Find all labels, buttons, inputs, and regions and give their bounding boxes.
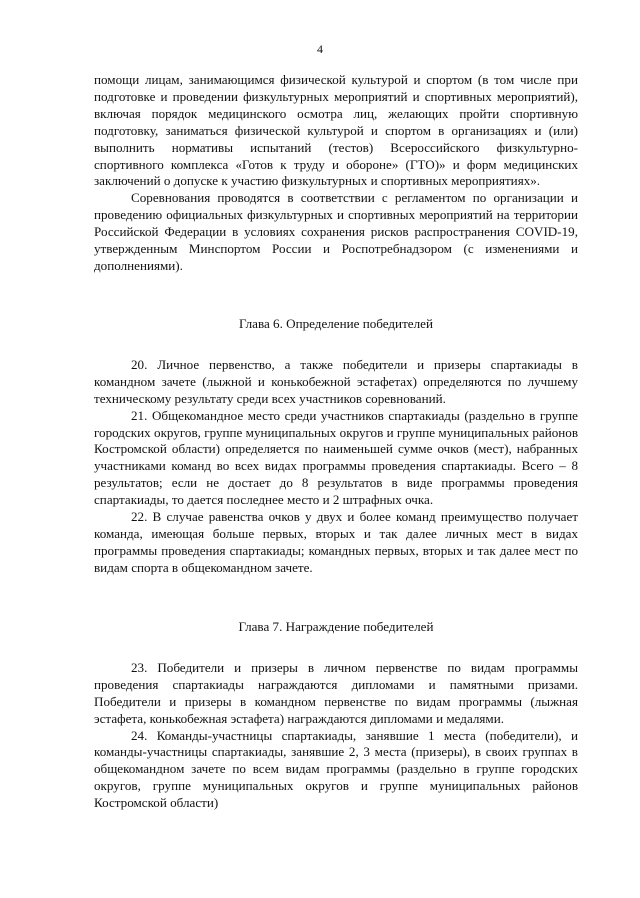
chapter-6 <box>94 316 578 577</box>
page-number: 4 <box>317 42 323 56</box>
paragraph-continued: помощи лицам, занимающимся физической культурой и спортом (в том числе при подготовке и проведении физкультурных мероприятий и спортивных мероприятий), включая порядок медицинского осмотра лиц, желающих пройти спортивную подготовку, заниматься физической культурой и спортом в организациях и (или) выполнить нормативы испытаний (тестов) Всероссийского физкультурно-спортивного комплекса «Готов к труду и обороне» (ГТО)» и форм медицинских заключений о допуске к участию физкультурных и спортивных мероприятиях». <box>94 72 578 189</box>
paragraph-regulations: Соревнования проводятся в соответствии с регламентом по организации и проведению официальных физкультурных и спортивных мероприятий на территории Российской Федерации в условиях сохранения рисков распространения COVID-19, утвержденным Минспортом России и Роспотребнадзором (с изменениями и дополнениями). <box>94 190 578 273</box>
section-continuation <box>94 72 578 275</box>
chapter-7-title: Глава 7. Награждение победителей <box>238 619 434 634</box>
paragraph-23: 23. Победители и призеры в личном первенстве по видам программы проведения спартакиады награждаются дипломами и памятными призами. Победители и призеры в командном первенстве по видам программы (лыжная эстафета, конькобежная эстафета) награждаются дипломами и медалями. <box>94 659 578 726</box>
paragraph-21: 21. Общекомандное место среди участников спартакиады (раздельно в группе городских округов, группе муниципальных округов и группе муниципальных районов Костромской области) определяется по наименьшей сумме очков (мест), набранных участниками команд во всех видах программы проведения спартакиады. Всего – 8 результатов; если не достает до 8 результатов в виде программы проведения спартакиады, то дается последнее место и 2 штрафных очка. <box>94 407 578 508</box>
paragraph-20: 20. Личное первенство, а также победители и призеры спартакиады в командном зачете (лыжной и конькобежной эстафетах) определяются по лучшему техническому результату среди всех участников соревнований. <box>94 356 578 406</box>
chapter-7 <box>94 619 578 812</box>
paragraph-22: 22. В случае равенства очков у двух и более команд преимущество получает команда, имеющая больше первых, вторых и так далее личных мест в видах программы проведения спартакиады; командных первых, вторых и так далее мест по видам спорта в общекомандном зачете. <box>94 509 578 575</box>
paragraph-24: 24. Команды-участницы спартакиады, занявшие 1 места (победители), и команды-участницы спартакиады, занявшие 2, 3 места (призеры), в своих группах в общекомандном зачете по всем видам программы (раздельно в группе городских округов, группе муниципальных округов и группе муниципальных районов Костромской области) <box>94 727 578 811</box>
chapter-6-title: Глава 6. Определение победителей <box>239 316 433 331</box>
